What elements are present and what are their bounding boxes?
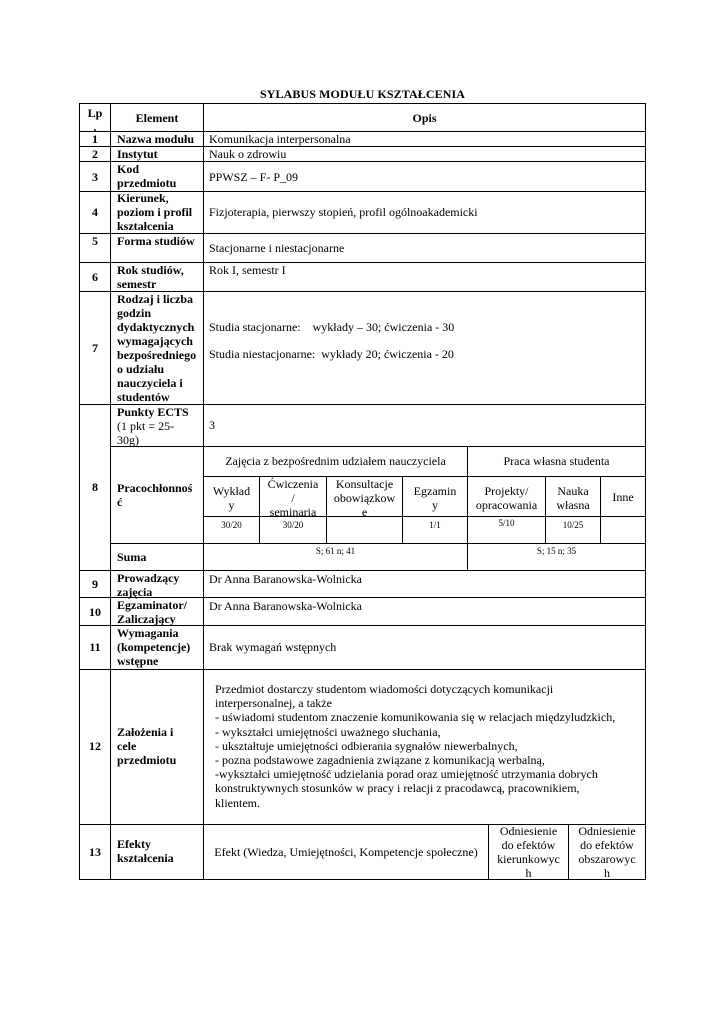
row-3-opis: PPWSZ – F- P_09 (209, 170, 299, 184)
row-6-opis: Rok I, semestr I (209, 263, 286, 277)
val-egzaminy: 1/1 (429, 520, 441, 530)
goal-line: -wykształci umiejętność udzielania porad oraz umiejętność utrzymania dobrych (215, 767, 598, 782)
suma-self-study: S; 15 n; 35 (536, 546, 577, 556)
ects-label: Punkty ECTS (117, 405, 189, 419)
ects-value: 3 (209, 418, 215, 432)
row-3-element: Kod przedmiotu (117, 162, 177, 190)
row-6-lp: 6 (92, 270, 98, 284)
group-self-study-header: Praca własna studenta (503, 454, 610, 468)
row-5-element: Forma studiów (117, 234, 195, 248)
col-wyklady: Wykład y (212, 484, 251, 512)
row-1-lp: 1 (92, 132, 98, 146)
col-nauka-wlasna: Nauka własna (556, 484, 590, 512)
goal-line: interpersonalnej, a także (215, 696, 332, 711)
row-12-element: Założenia i cele przedmiotu (117, 725, 177, 767)
row-10-element: Egzaminator/ Zaliczający (117, 598, 187, 626)
row-7-opis-stacjonarne: Studia stacjonarne: wykłady – 30; ćwiczenia - 30 (209, 320, 455, 334)
col-inne: Inne (612, 490, 634, 504)
row-9-opis: Dr Anna Baranowska-Wolnicka (209, 572, 362, 586)
row-13-element: Efekty kształcenia (117, 837, 174, 865)
val-nauka-wlasna: 10/25 (562, 520, 584, 530)
goal-line: klientem. (215, 795, 260, 810)
row-12-lp: 12 (89, 739, 101, 753)
goal-line: - uświadomi studentom znaczenie komunikowania się w relacjach międzyludzkich, (215, 710, 616, 725)
row-10-opis: Dr Anna Baranowska-Wolnicka (209, 599, 362, 613)
row-6-element: Rok studiów, semestr (117, 263, 184, 291)
group-teacher-header: Zajęcia z bezpośrednim udziałem nauczyciela (225, 454, 446, 468)
row-8-lp: 8 (92, 480, 98, 494)
row-4-element: Kierunek, poziom i profil kształcenia (117, 191, 193, 233)
header-lp: Lp . (87, 106, 103, 134)
row-10-lp: 10 (89, 605, 101, 619)
val-wyklady: 30/20 (221, 520, 242, 530)
row-4-lp: 4 (92, 205, 98, 219)
row-5-opis: Stacjonarne i niestacjonarne (209, 241, 345, 255)
suma-label: Suma (117, 550, 147, 564)
suma-teacher: S; 61 n; 41 (315, 546, 356, 556)
row-2-opis: Nauk o zdrowiu (209, 147, 287, 161)
row-4-opis: Fizjoterapia, pierwszy stopień, profil ogólnoakademicki (209, 205, 478, 219)
row-2-lp: 2 (92, 147, 98, 161)
val-projekty: 5/10 (498, 518, 515, 528)
row-13-opis: Efekt (Wiedza, Umiejętności, Kompetencje społeczne) (214, 845, 478, 859)
pracochlonnosc-label: Pracochłonnoś ć (117, 481, 193, 509)
row-3-lp: 3 (92, 170, 98, 184)
row-11-opis: Brak wymagań wstępnych (209, 640, 337, 654)
row-13-kierunkowe: Odniesienie do efektów kierunkowyc h (497, 824, 560, 880)
goal-line: Przedmiot dostarczy studentom wiadomości dotyczących komunikacji (215, 682, 554, 696)
header-opis: Opis (412, 111, 437, 125)
row-7-element: Rodzaj i liczba godzin dydaktycznych wymagających bezpośredniego o udziału nauczyciela i studentów (117, 292, 197, 404)
goal-line: - wykształci umiejętności uważnego słuchania, (215, 724, 441, 739)
row-2-element: Instytut (117, 147, 158, 161)
row-1-opis: Komunikacja interpersonalna (209, 132, 351, 146)
col-konsultacje: Konsultacje obowiązkow e (333, 477, 396, 519)
row-9-lp: 9 (92, 577, 98, 591)
document-title: SYLABUS MODUŁU KSZTAŁCENIA (259, 87, 466, 101)
row-9-element: Prowadzący zajęcia (117, 571, 180, 599)
goal-line: - ukształtuje umiejętności odbierania sygnałów niewerbalnych, (215, 738, 518, 753)
row-13-lp: 13 (89, 845, 101, 859)
row-12-goals (215, 682, 643, 810)
val-cwiczenia: 30/20 (282, 520, 304, 530)
col-egzaminy: Egzamin y (413, 484, 457, 512)
row-7-lp: 7 (92, 341, 98, 355)
col-cwiczenia: Ćwiczenia / seminaria (267, 477, 319, 519)
row-13-obszarowe: Odniesienie do efektów obszarowyc h (578, 824, 636, 880)
ects-note: (1 pkt = 25- 30g) (117, 419, 175, 447)
row-7-opis-niestacjonarne: Studia niestacjonarne: wykłady 20; ćwiczenia - 20 (209, 347, 454, 361)
header-element: Element (135, 111, 179, 125)
goal-line: - pozna podstawowe zagadnienia związane z komunikacją werbalną, (215, 753, 545, 768)
row-11-element: Wymagania (kompetencje) wstępne (117, 626, 191, 668)
goal-line: konstruktywnych stosunków w pracy i relacji z pracodawcą, pracownikiem, (215, 781, 580, 796)
row-1-element: Nazwa modułu (117, 132, 195, 146)
row-11-lp: 11 (89, 640, 101, 654)
col-projekty: Projekty/ opracowania (475, 484, 538, 512)
row-5-lp: 5 (92, 234, 98, 248)
